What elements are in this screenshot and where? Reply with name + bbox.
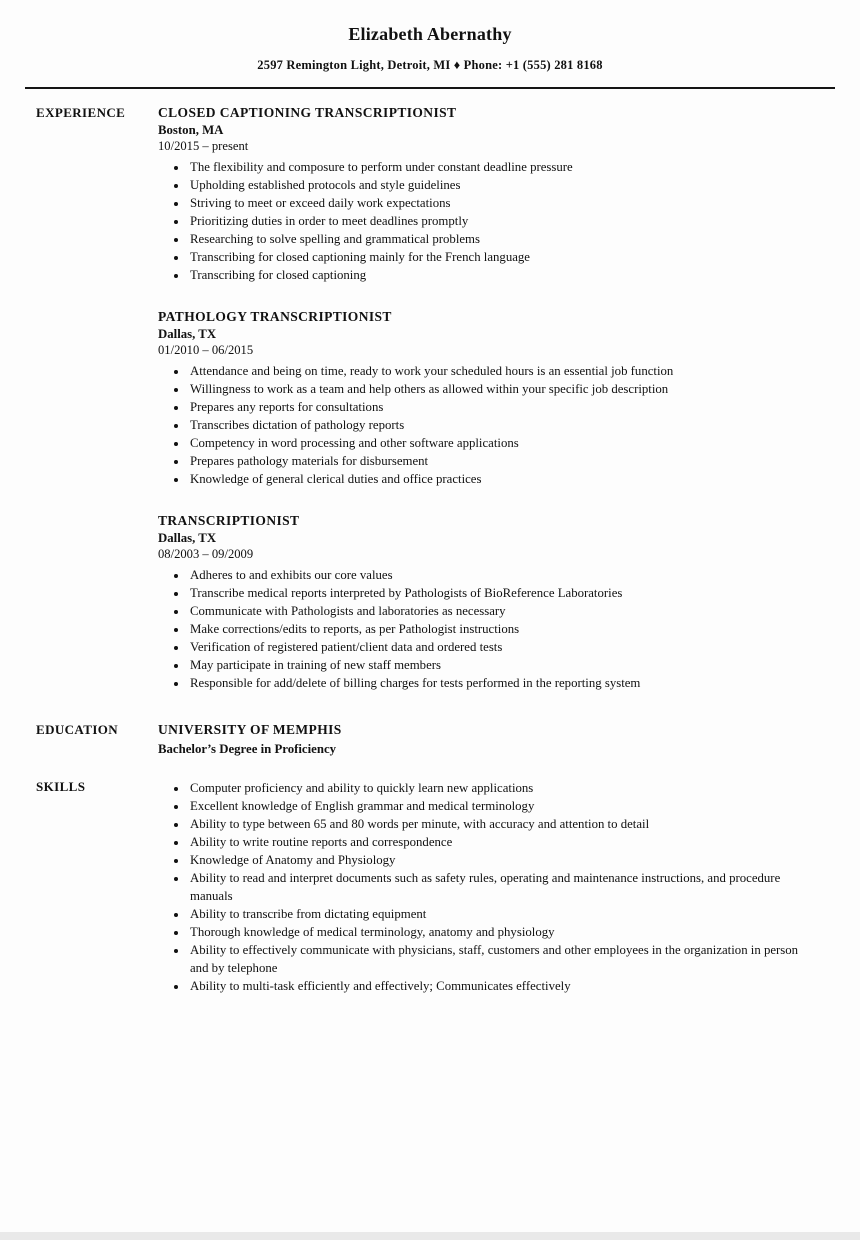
education-section [28, 722, 832, 757]
job-title: CLOSED CAPTIONING TRANSCRIPTIONIST [158, 105, 457, 120]
job-title: TRANSCRIPTIONIST [158, 513, 300, 528]
section-label-education: EDUCATION [36, 722, 119, 737]
job-entry [158, 309, 804, 488]
bullet-item: • Researching to solve spelling and grammatical problems [188, 230, 804, 248]
skill-item: • Thorough knowledge of medical terminology, anatomy and physiology [188, 923, 804, 941]
bullet-item: • Knowledge of general clerical duties and office practices [188, 470, 804, 488]
bullet-item: • Striving to meet or exceed daily work expectations [188, 194, 804, 212]
bullet-item: • Upholding established protocols and style guidelines [188, 176, 804, 194]
job-entry [158, 105, 804, 284]
skills-section [28, 779, 832, 995]
skill-item: • Knowledge of Anatomy and Physiology [188, 851, 804, 869]
bullet-item: • Make corrections/edits to reports, as per Pathologist instructions [188, 620, 804, 638]
bullet-item: • Communicate with Pathologists and laboratories as necessary [188, 602, 804, 620]
skill-item: • Ability to read and interpret documents such as safety rules, operating and maintenance instructions, and procedure manuals [188, 869, 804, 905]
header-divider [25, 87, 835, 89]
bullet-item: • Prioritizing duties in order to meet deadlines promptly [188, 212, 804, 230]
job-dates: 01/2010 – 06/2015 [158, 343, 254, 357]
job-entry [158, 513, 804, 692]
job-dates: 10/2015 – present [158, 139, 249, 153]
bullet-item: • The flexibility and composure to perform under constant deadline pressure [188, 158, 804, 176]
job-location: Dallas, TX [158, 327, 217, 341]
education-degree: Bachelor’s Degree in Proficiency [158, 742, 337, 756]
job-bullet-list [158, 362, 804, 488]
skill-item: • Ability to transcribe from dictating equipment [188, 905, 804, 923]
job-bullet-list [158, 566, 804, 692]
experience-section [28, 105, 832, 692]
bullet-item: • Attendance and being on time, ready to work your scheduled hours is an essential job function [188, 362, 804, 380]
job-bullet-list [158, 158, 804, 284]
job-location: Boston, MA [158, 123, 224, 137]
section-label-experience: EXPERIENCE [36, 105, 126, 120]
education-content [158, 722, 832, 757]
skill-item: • Ability to write routine reports and correspondence [188, 833, 804, 851]
job-location: Dallas, TX [158, 531, 217, 545]
skill-item: • Computer proficiency and ability to quickly learn new applications [188, 779, 804, 797]
bullet-item: • Transcribing for closed captioning mainly for the French language [188, 248, 804, 266]
bullet-item: • May participate in training of new staff members [188, 656, 804, 674]
resume-header [28, 24, 832, 73]
job-title: PATHOLOGY TRANSCRIPTIONIST [158, 309, 392, 324]
skill-item: • Ability to type between 65 and 80 words per minute, with accuracy and attention to detail [188, 815, 804, 833]
skill-item: • Ability to effectively communicate with physicians, staff, customers and other employees in the organization in person and by telephone [188, 941, 804, 977]
section-label-skills: SKILLS [36, 779, 86, 794]
skill-item: • Ability to multi-task efficiently and effectively; Communicates effectively [188, 977, 804, 995]
bullet-item: • Responsible for add/delete of billing charges for tests performed in the reporting system [188, 674, 804, 692]
skill-item: • Excellent knowledge of English grammar and medical terminology [188, 797, 804, 815]
bullet-item: • Adheres to and exhibits our core values [188, 566, 804, 584]
job-dates: 08/2003 – 09/2009 [158, 547, 254, 561]
bullet-item: • Transcribe medical reports interpreted by Pathologists of BioReference Laboratories [188, 584, 804, 602]
bullet-item: • Transcribing for closed captioning [188, 266, 804, 284]
bullet-item: • Willingness to work as a team and help others as allowed within your specific job description [188, 380, 804, 398]
experience-content [158, 105, 832, 692]
bullet-item: • Prepares any reports for consultations [188, 398, 804, 416]
bullet-item: • Transcribes dictation of pathology reports [188, 416, 804, 434]
education-school: UNIVERSITY OF MEMPHIS [158, 722, 342, 737]
bullet-item: • Competency in word processing and other software applications [188, 434, 804, 452]
bullet-item: • Verification of registered patient/client data and ordered tests [188, 638, 804, 656]
skills-bullet-list [158, 779, 804, 995]
bullet-item: • Prepares pathology materials for disbursement [188, 452, 804, 470]
candidate-name: Elizabeth Abernathy [348, 24, 512, 44]
contact-line: 2597 Remington Light, Detroit, MI ♦ Phone: +1 (555) 281 8168 [257, 58, 603, 72]
skills-content [158, 779, 832, 995]
